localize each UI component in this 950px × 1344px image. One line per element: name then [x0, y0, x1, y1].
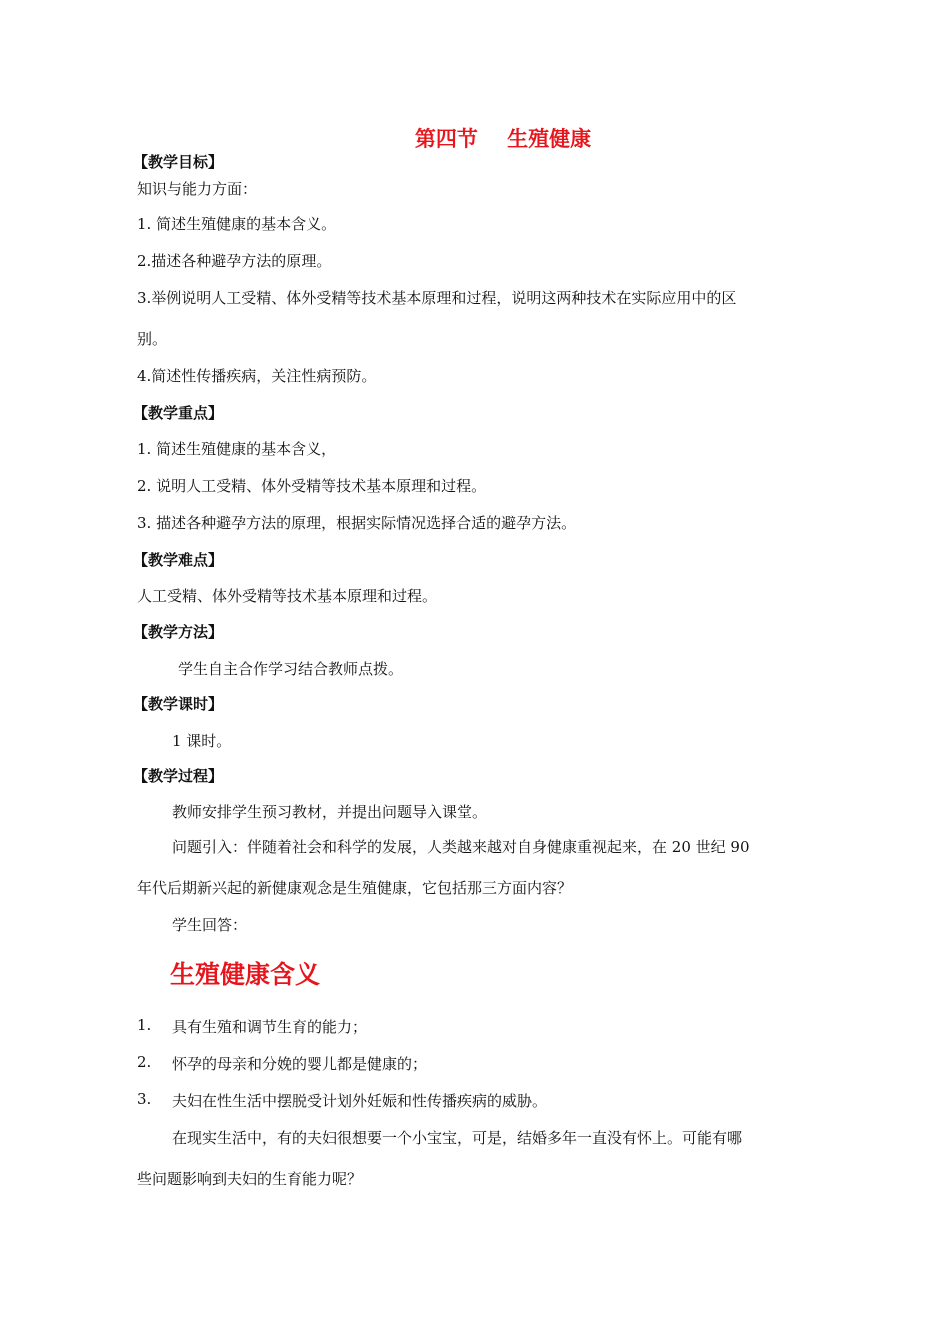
key-point-item: 3. 描述各种避孕方法的原理，根据实际情况选择合适的避孕方法。 [137, 514, 577, 532]
methods-text: 学生自主合作学习结合教师点拨。 [178, 660, 404, 678]
process-heading: 【教学过程】 [133, 767, 224, 785]
methods-heading: 【教学方法】 [133, 623, 224, 641]
key-point-item: 1. 简述生殖健康的基本含义， [137, 440, 337, 458]
process-paragraph: 学生回答： [172, 916, 248, 934]
objectives-subheading: 知识与能力方面： [137, 180, 258, 198]
meaning-paragraph: 在现实生活中，有的夫妇很想要一个小宝宝，可是，结婚多年一直没有怀上。可能有哪 [172, 1129, 743, 1147]
page-title [28, 123, 950, 153]
objective-item: 4.简述性传播疾病，关注性病预防。 [137, 367, 377, 385]
process-paragraph-cont: 年代后期新兴起的新健康观念是生殖健康，它包括那三方面内容？ [137, 879, 573, 897]
key-points-heading: 【教学重点】 [133, 404, 224, 422]
objective-item: 3.举例说明人工受精、体外受精等技术基本原理和过程，说明这两种技术在实际应用中的区 [137, 289, 737, 307]
meaning-item-text: 夫妇在性生活中摆脱受计划外妊娠和性传播疾病的威胁。 [172, 1092, 548, 1110]
meaning-item-number: 1. [137, 1016, 152, 1034]
objectives-heading: 【教学目标】 [133, 153, 224, 171]
meaning-heading: 生殖健康含义 [170, 960, 321, 989]
title-section: 第四节 [414, 126, 478, 151]
hours-heading: 【教学课时】 [133, 695, 224, 713]
objective-item: 2.描述各种避孕方法的原理。 [137, 252, 332, 270]
meaning-item-text: 怀孕的母亲和分娩的婴儿都是健康的； [172, 1055, 428, 1073]
key-point-item: 2. 说明人工受精、体外受精等技术基本原理和过程。 [137, 477, 487, 495]
title-topic: 生殖健康 [507, 126, 592, 151]
objective-item: 别。 [137, 330, 168, 348]
meaning-item-number: 3. [137, 1090, 152, 1108]
meaning-item-text: 具有生殖和调节生育的能力； [172, 1018, 368, 1036]
process-paragraph: 教师安排学生预习教材，并提出问题导入课堂。 [172, 803, 488, 821]
difficulties-text: 人工受精、体外受精等技术基本原理和过程。 [137, 587, 438, 605]
meaning-paragraph-cont: 些问题影响到夫妇的生育能力呢？ [137, 1170, 363, 1188]
objective-item: 1. 简述生殖健康的基本含义。 [137, 215, 337, 233]
process-paragraph: 问题引入：伴随着社会和科学的发展，人类越来越对自身健康重视起来，在 20 世纪 90 [172, 838, 750, 856]
difficulties-heading: 【教学难点】 [133, 551, 224, 569]
meaning-item-number: 2. [137, 1053, 152, 1071]
hours-text: 1 课时。 [172, 732, 232, 750]
